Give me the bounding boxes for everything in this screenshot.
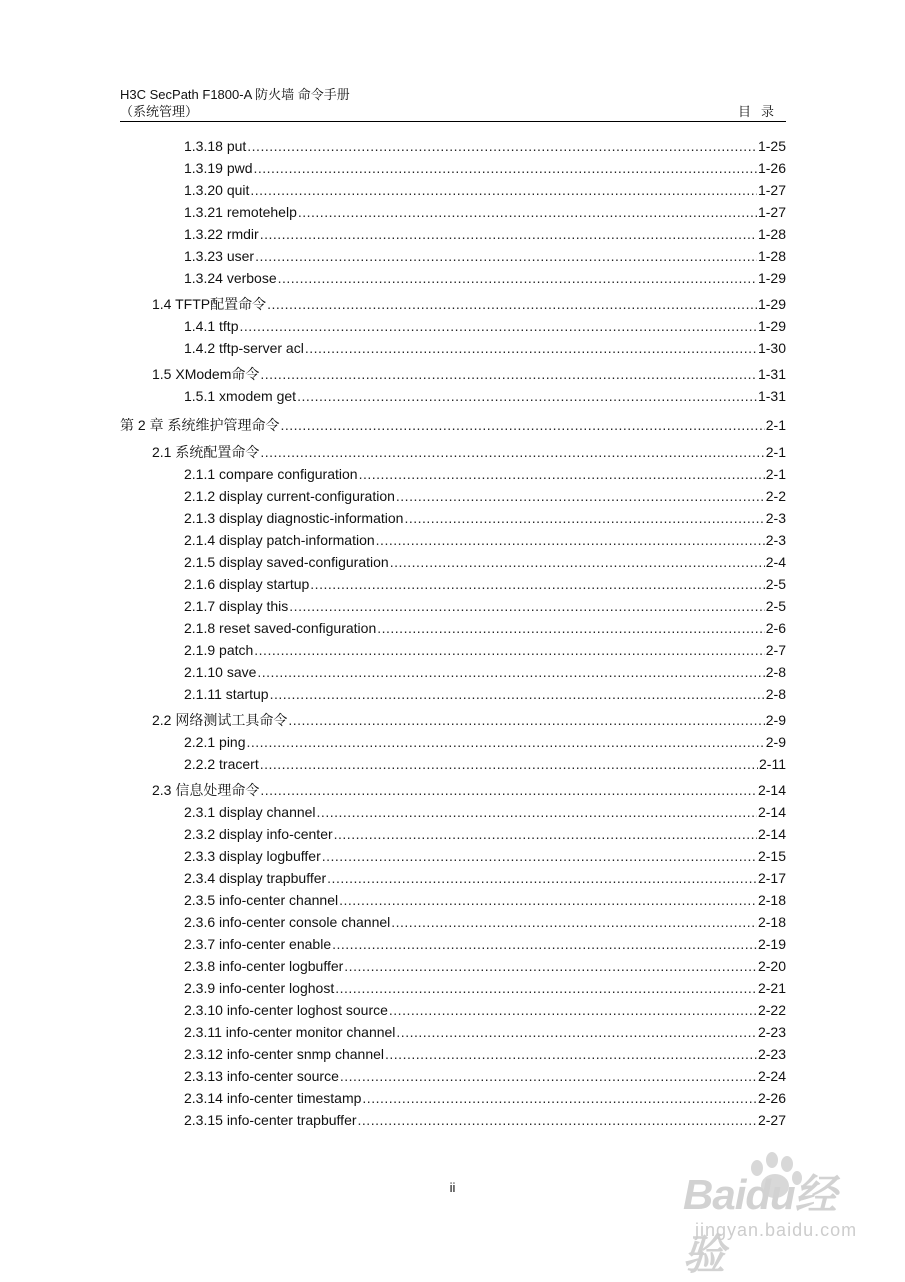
- toc-entry[interactable]: [184, 510, 786, 528]
- toc-entry-page: 1-25: [757, 138, 786, 154]
- toc-entry-title: 2.3.12 info-center snmp channel: [184, 1046, 385, 1062]
- toc-entry-page: 2-26: [757, 1090, 786, 1106]
- toc-entry-title: 2.3.11 info-center monitor channel: [184, 1024, 396, 1040]
- toc-leader-dots: [254, 642, 764, 658]
- toc-entry-title: 1.5.1 xmodem get: [184, 388, 297, 404]
- toc-entry-page: 2-17: [757, 870, 786, 886]
- toc-entry-title: 2.3.1 display channel: [184, 804, 316, 820]
- toc-entry-title: 2.1.2 display current-configuration: [184, 488, 395, 504]
- toc-entry-title: 2.3.9 info-center loghost: [184, 980, 335, 996]
- toc-entry[interactable]: [184, 226, 786, 244]
- toc-entry[interactable]: [184, 1112, 786, 1130]
- toc-entry[interactable]: [184, 734, 786, 752]
- toc-leader-dots: [362, 1090, 757, 1106]
- toc-entry-title: 1.3.23 user: [184, 248, 255, 264]
- toc-entry[interactable]: [184, 620, 786, 638]
- toc-entry[interactable]: [184, 1090, 786, 1108]
- toc-leader-dots: [376, 532, 765, 548]
- toc-entry[interactable]: [184, 664, 786, 682]
- toc-entry[interactable]: [152, 294, 786, 312]
- toc-leader-dots: [270, 686, 765, 702]
- toc-leader-dots: [358, 1112, 757, 1128]
- toc-leader-dots: [267, 296, 757, 312]
- toc-leader-dots: [297, 388, 757, 404]
- toc-entry-page: 1-28: [757, 226, 786, 242]
- toc-leader-dots: [389, 1002, 757, 1018]
- toc-leader-dots: [385, 1046, 757, 1062]
- toc-entry[interactable]: [184, 340, 786, 358]
- toc-leader-dots: [404, 510, 764, 526]
- toc-entry[interactable]: [184, 848, 786, 866]
- toc-entry[interactable]: [184, 488, 786, 506]
- toc-entry-title: 2.3.14 info-center timestamp: [184, 1090, 362, 1106]
- toc-entry-page: 2-8: [765, 686, 786, 702]
- toc-leader-dots: [254, 160, 757, 176]
- toc-entry[interactable]: [184, 642, 786, 660]
- watermark-url: jingyan.baidu.com: [695, 1220, 858, 1240]
- toc-entry-page: 1-27: [757, 182, 786, 198]
- toc-entry-page: 1-26: [757, 160, 786, 176]
- toc-leader-dots: [247, 734, 765, 750]
- toc-entry-page: 2-21: [757, 980, 786, 996]
- toc-leader-dots: [340, 1068, 757, 1084]
- toc-entry-title: 2.3.8 info-center logbuffer: [184, 958, 344, 974]
- toc-entry[interactable]: [184, 1024, 786, 1042]
- toc-entry[interactable]: [184, 804, 786, 822]
- toc-entry-title: 2.1.3 display diagnostic-information: [184, 510, 404, 526]
- toc-entry[interactable]: [184, 870, 786, 888]
- toc-leader-dots: [322, 848, 757, 864]
- page-header: [120, 86, 786, 120]
- toc-entry[interactable]: [184, 466, 786, 484]
- toc-leader-dots: [289, 598, 764, 614]
- toc-entry[interactable]: [152, 710, 786, 728]
- toc-entry[interactable]: [184, 1002, 786, 1020]
- toc-entry-title: 1.4.2 tftp-server acl: [184, 340, 304, 356]
- toc-entry-title: 2.3.4 display trapbuffer: [184, 870, 327, 886]
- toc-leader-dots: [250, 182, 757, 198]
- toc-entry-page: 1-27: [757, 204, 786, 220]
- header-rule: [120, 121, 786, 122]
- toc-entry-title: 2.3.3 display logbuffer: [184, 848, 321, 864]
- toc-leader-dots: [359, 466, 765, 482]
- toc-entry-title: 2.3 信息处理命令: [152, 782, 260, 798]
- toc-entry-page: 2-27: [757, 1112, 786, 1128]
- toc-entry[interactable]: [184, 318, 786, 336]
- toc-entry-title: 2.1.6 display startup: [184, 576, 310, 592]
- toc-entry-title: 2.3.13 info-center source: [184, 1068, 339, 1084]
- toc-leader-dots: [247, 138, 757, 154]
- toc-entry-page: 2-8: [765, 664, 786, 680]
- toc-leader-dots: [298, 204, 757, 220]
- toc-entry-page: 2-15: [757, 848, 786, 864]
- toc-entry-page: 1-31: [757, 366, 786, 382]
- toc-entry-page: 2-9: [765, 734, 786, 750]
- toc-entry[interactable]: [184, 1046, 786, 1064]
- toc-entry-title: 1.3.21 remotehelp: [184, 204, 297, 220]
- toc-entry-title: 2.3.6 info-center console channel: [184, 914, 391, 930]
- toc-leader-dots: [260, 444, 764, 460]
- toc-entry-title: 2.2.2 tracert: [184, 756, 259, 772]
- toc-leader-dots: [396, 1024, 757, 1040]
- toc-leader-dots: [288, 712, 764, 728]
- toc-entry[interactable]: [184, 388, 786, 406]
- toc-leader-dots: [332, 936, 757, 952]
- toc-entry[interactable]: [152, 442, 786, 460]
- toc-leader-dots: [317, 804, 757, 820]
- toc-entry-page: 2-23: [757, 1046, 786, 1062]
- toc-leader-dots: [334, 826, 757, 842]
- toc-entry[interactable]: [184, 980, 786, 998]
- baidu-watermark: [643, 1148, 858, 1278]
- toc-entry-title: 2.2.1 ping: [184, 734, 246, 750]
- toc-entry[interactable]: [152, 364, 786, 382]
- toc-entry-page: 2-18: [757, 892, 786, 908]
- toc-entry-page: 2-5: [765, 598, 786, 614]
- toc-leader-dots: [310, 576, 764, 592]
- toc-leader-dots: [260, 782, 757, 798]
- toc-entry[interactable]: [184, 598, 786, 616]
- toc-entry[interactable]: [184, 204, 786, 222]
- toc-entry[interactable]: [184, 138, 786, 156]
- toc-entry-title: 1.3.19 pwd: [184, 160, 253, 176]
- toc-leader-dots: [239, 318, 756, 334]
- toc-entry[interactable]: [184, 1068, 786, 1086]
- toc-entry-page: 2-14: [757, 804, 786, 820]
- toc-entry[interactable]: [184, 576, 786, 594]
- toc-leader-dots: [305, 340, 757, 356]
- toc-entry-title: 2.1 系统配置命令: [152, 444, 260, 460]
- toc-leader-dots: [280, 417, 764, 433]
- toc-entry[interactable]: [184, 160, 786, 178]
- toc-entry-title: 2.1.1 compare configuration: [184, 466, 358, 482]
- toc-entry[interactable]: [184, 532, 786, 550]
- toc-entry-page: 2-1: [765, 444, 786, 460]
- toc-entry[interactable]: [184, 248, 786, 266]
- toc-entry-page: 1-29: [757, 270, 786, 286]
- toc-entry[interactable]: [184, 182, 786, 200]
- toc-leader-dots: [390, 554, 765, 570]
- toc-entry-page: 1-29: [757, 318, 786, 334]
- toc-entry-title: 2.3.15 info-center trapbuffer: [184, 1112, 357, 1128]
- toc-leader-dots: [335, 980, 757, 996]
- toc-entry-title: 2.1.9 patch: [184, 642, 254, 658]
- toc-leader-dots: [391, 914, 757, 930]
- toc-entry[interactable]: [184, 826, 786, 844]
- toc-entry-page: 2-18: [757, 914, 786, 930]
- toc-entry-page: 2-14: [757, 826, 786, 842]
- page-number: ii: [449, 1180, 456, 1195]
- header-subtitle: （系统管理）: [120, 104, 199, 119]
- toc-entry-title: 1.3.24 verbose: [184, 270, 277, 286]
- toc-entry[interactable]: [184, 914, 786, 932]
- toc-entry-page: 2-9: [765, 712, 786, 728]
- toc-entry-title: 2.3.10 info-center loghost source: [184, 1002, 388, 1018]
- toc-entry-page: 2-20: [757, 958, 786, 974]
- toc-leader-dots: [260, 366, 757, 382]
- toc-entry-title: 2.2 网络测试工具命令: [152, 712, 288, 728]
- toc-entry[interactable]: [120, 415, 786, 433]
- header-section-label: 目录: [737, 104, 784, 119]
- toc-entry-title: 1.4 TFTP配置命令: [152, 296, 267, 312]
- toc-entry-page: 2-24: [757, 1068, 786, 1084]
- toc-entry-page: 2-1: [765, 466, 786, 482]
- toc-entry-page: 2-5: [765, 576, 786, 592]
- toc-leader-dots: [327, 870, 757, 886]
- toc-entry-page: 2-1: [765, 417, 786, 433]
- toc-entry[interactable]: [184, 756, 786, 774]
- toc-entry-title: 1.3.18 put: [184, 138, 247, 154]
- toc-leader-dots: [257, 664, 764, 680]
- toc-entry-title: 2.3.5 info-center channel: [184, 892, 339, 908]
- toc-entry[interactable]: [184, 554, 786, 572]
- toc-entry-page: 2-19: [757, 936, 786, 952]
- toc-entry-page: 1-31: [757, 388, 786, 404]
- toc-entry-title: 2.1.10 save: [184, 664, 257, 680]
- toc-leader-dots: [377, 620, 765, 636]
- toc-entry-page: 2-23: [757, 1024, 786, 1040]
- header-title: H3C SecPath F1800-A 防火墙 命令手册: [120, 87, 350, 102]
- toc-entry-title: 1.4.1 tftp: [184, 318, 239, 334]
- toc-entry-title: 2.1.4 display patch-information: [184, 532, 375, 548]
- toc-entry-title: 2.1.8 reset saved-configuration: [184, 620, 377, 636]
- toc-entry-page: 1-30: [757, 340, 786, 356]
- toc-entry[interactable]: [184, 958, 786, 976]
- toc-entry-page: 2-6: [765, 620, 786, 636]
- toc-entry-page: 1-28: [757, 248, 786, 264]
- toc-entry-page: 2-11: [759, 756, 786, 772]
- toc-entry-title: 1.3.20 quit: [184, 182, 250, 198]
- toc-entry-page: 2-2: [765, 488, 786, 504]
- toc-entry-title: 1.5 XModem命令: [152, 366, 260, 382]
- toc-entry-page: 1-29: [757, 296, 786, 312]
- toc-leader-dots: [344, 958, 757, 974]
- toc-entry[interactable]: [184, 270, 786, 288]
- toc-entry-title: 2.3.2 display info-center: [184, 826, 333, 842]
- toc-entry-title: 第 2 章 系统维护管理命令: [120, 417, 280, 433]
- toc-leader-dots: [255, 248, 757, 264]
- toc-entry-title: 2.1.11 startup: [184, 686, 269, 702]
- toc-leader-dots: [278, 270, 757, 286]
- toc-entry-title: 1.3.22 rmdir: [184, 226, 259, 242]
- toc-leader-dots: [260, 756, 758, 772]
- toc-entry-title: 2.1.5 display saved-configuration: [184, 554, 389, 570]
- toc-entry-page: 2-3: [765, 532, 786, 548]
- toc-leader-dots: [339, 892, 757, 908]
- toc-entry-page: 2-22: [757, 1002, 786, 1018]
- toc-entry[interactable]: [184, 892, 786, 910]
- toc-entry[interactable]: [152, 780, 786, 798]
- toc-entry-page: 2-4: [765, 554, 786, 570]
- toc-entry-page: 2-7: [765, 642, 786, 658]
- toc-entry[interactable]: [184, 686, 786, 704]
- toc-leader-dots: [396, 488, 765, 504]
- toc-entry-page: 2-14: [757, 782, 786, 798]
- toc-entry[interactable]: [184, 936, 786, 954]
- watermark-brand: Baidu经验: [683, 1171, 836, 1278]
- toc-leader-dots: [260, 226, 757, 242]
- toc-entry-page: 2-3: [765, 510, 786, 526]
- toc-entry-title: 2.3.7 info-center enable: [184, 936, 332, 952]
- toc-entry-title: 2.1.7 display this: [184, 598, 289, 614]
